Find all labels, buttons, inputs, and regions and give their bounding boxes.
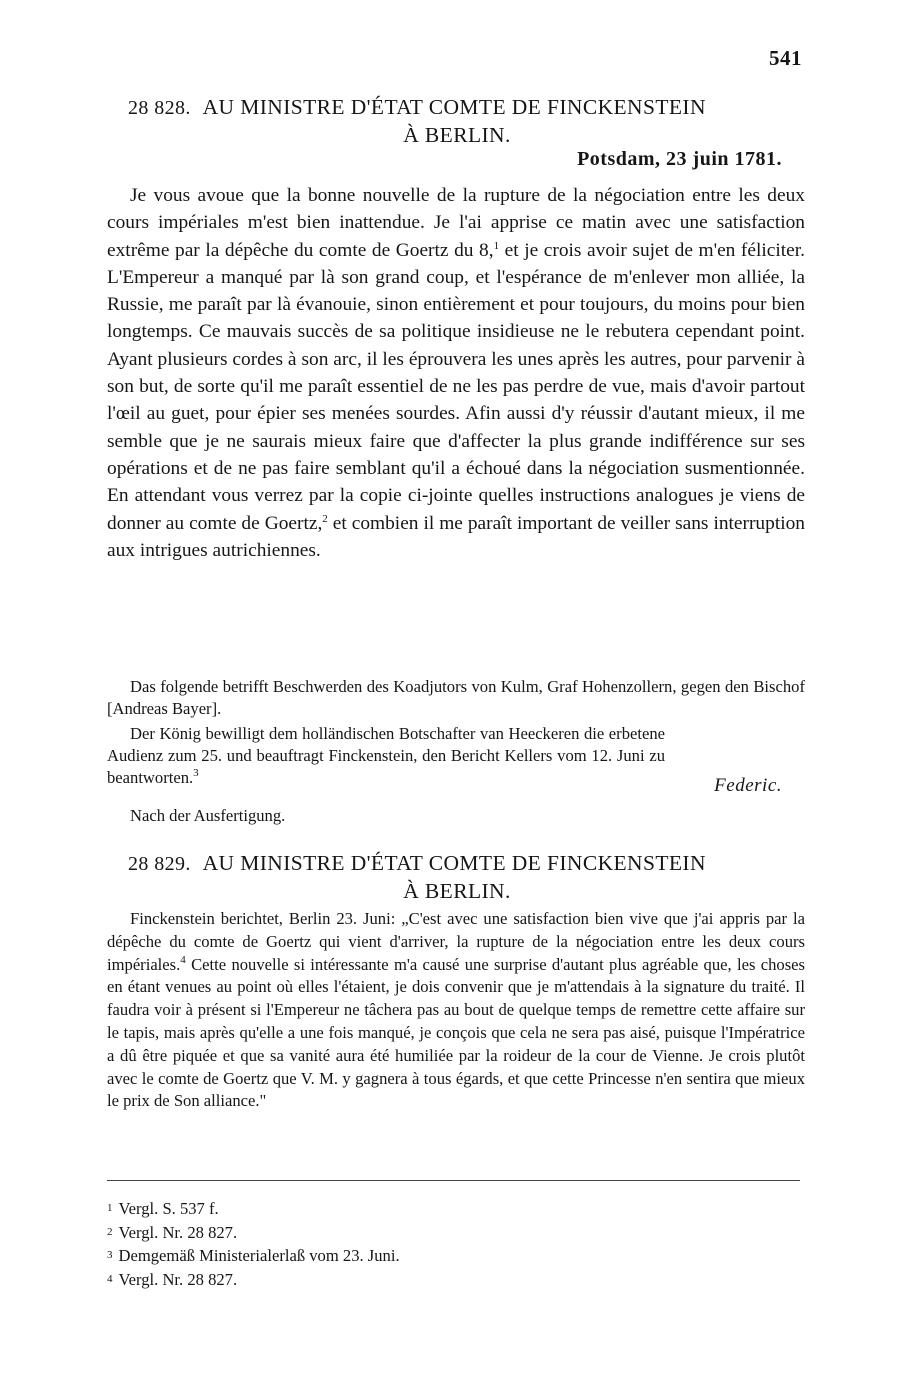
document-number: 28 829. — [128, 853, 191, 875]
footnote-ref: 1 — [493, 239, 500, 252]
heading-line-1: AU MINISTRE D'ÉTAT COMTE DE FINCKENSTEIN — [202, 95, 706, 119]
signature: Federic. — [714, 775, 782, 796]
report-paragraph — [107, 908, 805, 1113]
footnote — [107, 1244, 607, 1268]
body-text: et je crois avoir sujet de m'en féliciter. L'Empereur a manqué par là son grand coup, et l'espérance de m'enlever mon alliée, la Russie, me paraît par là évanouie, sinon entièrement et pour toujours, du moins pour bien longtemps. Ce mauvais succès de sa politique insidieuse ne le rebutera cependant point. Ayant plusieurs cordes à son arc, il les éprouvera les unes après les autres, pour parvenir à son but, de sorte qu'il me paraît essentiel de ne les pas perdre de vue, mais d'avoir partout l'œil au guet, pour épier ses menées sourdes. Afin aussi d'y réussir d'autant mieux, il me semble que je ne saurais mieux faire que d'affecter la plus grande indifférence sur ses opérations et de ne pas faire semblant qu'il a échoué dans la négociation susmentionnée. En attendant vous verrez par la copie ci-jointe quelles instructions analogues je viens de donner au comte de Goertz, — [107, 239, 805, 534]
footnote-mark: 4 — [107, 1272, 113, 1285]
footnote-text: Vergl. Nr. 28 827. — [118, 1222, 238, 1242]
footnote-divider — [107, 1180, 800, 1181]
footnote-text: Demgemäß Ministerialerlaß vom 23. Juni. — [118, 1246, 400, 1265]
body-text: Je vous avoue que la bonne nouvelle de la rupture de la négociation entre les deux cours impériales m'est bien inattendue. Je l'ai apprise ce matin avec une satisfaction extrême par la dépêche du comte de Goertz du 8, — [107, 185, 805, 261]
report-text: Finckenstein berichtet, Berlin 23. Juni: „C'est avec une satisfaction bien vive que j'ai appris par la dépêche du comte de Goertz qui vient d'arriver, la rupture de la négociation entre les deux cours impériales. — [107, 909, 805, 974]
footnote-mark: 1 — [107, 1202, 113, 1214]
footnote-ref: 2 — [322, 512, 328, 525]
footnote — [107, 1221, 607, 1245]
report-text: Cette nouvelle si intéressante m'a causé une surprise d'autant plus agréable que, les choses en étant venues au point où elles l'étaient, je dois convenir que je m'attendais à la signature du traité. Il faudra voir à présent si l'Empereur ne tâchera pas au bout de quelque temps de remettre cette affaire sur le tapis, mais après qu'elle a une fois manqué, je conçois que cela ne sera pas aisé, puisque l'Impératrice a dû être piquée et que sa vanité aura été humiliée par la roideur de la cour de Vienne. Je crois plutôt avec le comte de Goertz que V. M. y gagnera à tous égards, et que cette Princesse n'en sentira que mieux le prix de Son alliance." — [107, 954, 805, 1111]
source-note: Nach der Ausfertigung. — [130, 806, 286, 825]
heading-line-2: À BERLIN. — [403, 123, 511, 147]
footnotes — [107, 1197, 607, 1291]
footnote — [107, 1268, 607, 1292]
body-text: et combien il me paraît important de veiller sans interruption aux intrigues autrichiennes. — [107, 512, 805, 561]
footnote-mark: 2 — [107, 1225, 113, 1238]
footnote-text: Vergl. Nr. 28 827. — [118, 1269, 238, 1289]
letter-paragraph — [107, 182, 805, 564]
document-heading — [128, 94, 786, 149]
editorial-note — [107, 723, 805, 790]
footnote-text: Vergl. S. 537 f. — [118, 1199, 219, 1218]
dateline: Potsdam, 23 juin 1781. — [577, 148, 782, 170]
heading-line-1: AU MINISTRE D'ÉTAT COMTE DE FINCKENSTEIN — [202, 851, 706, 875]
heading-line-2: À BERLIN. — [403, 879, 511, 903]
footnote-ref: 4 — [180, 953, 186, 966]
editorial-notes — [107, 676, 805, 789]
note-text: Der König bewilligt dem holländischen Botschafter van Heeckeren die erbetene Audienz zum 25. und beauftragt Finckenstein, den Bericht Kellers vom 12. Juni zu beantworten. — [107, 723, 665, 788]
document-number: 28 828. — [128, 97, 191, 119]
document-heading — [128, 850, 786, 905]
page-number: 541 — [769, 46, 802, 70]
footnote-ref: 3 — [193, 767, 199, 780]
footnote — [107, 1197, 607, 1221]
report-summary — [107, 908, 805, 1113]
letter-body — [107, 182, 805, 564]
footnote-mark: 3 — [107, 1249, 113, 1261]
editorial-note: Das folgende betrifft Beschwerden des Koadjutors von Kulm, Graf Hohenzollern, gegen den Bischof [Andreas Bayer]. — [107, 677, 805, 719]
